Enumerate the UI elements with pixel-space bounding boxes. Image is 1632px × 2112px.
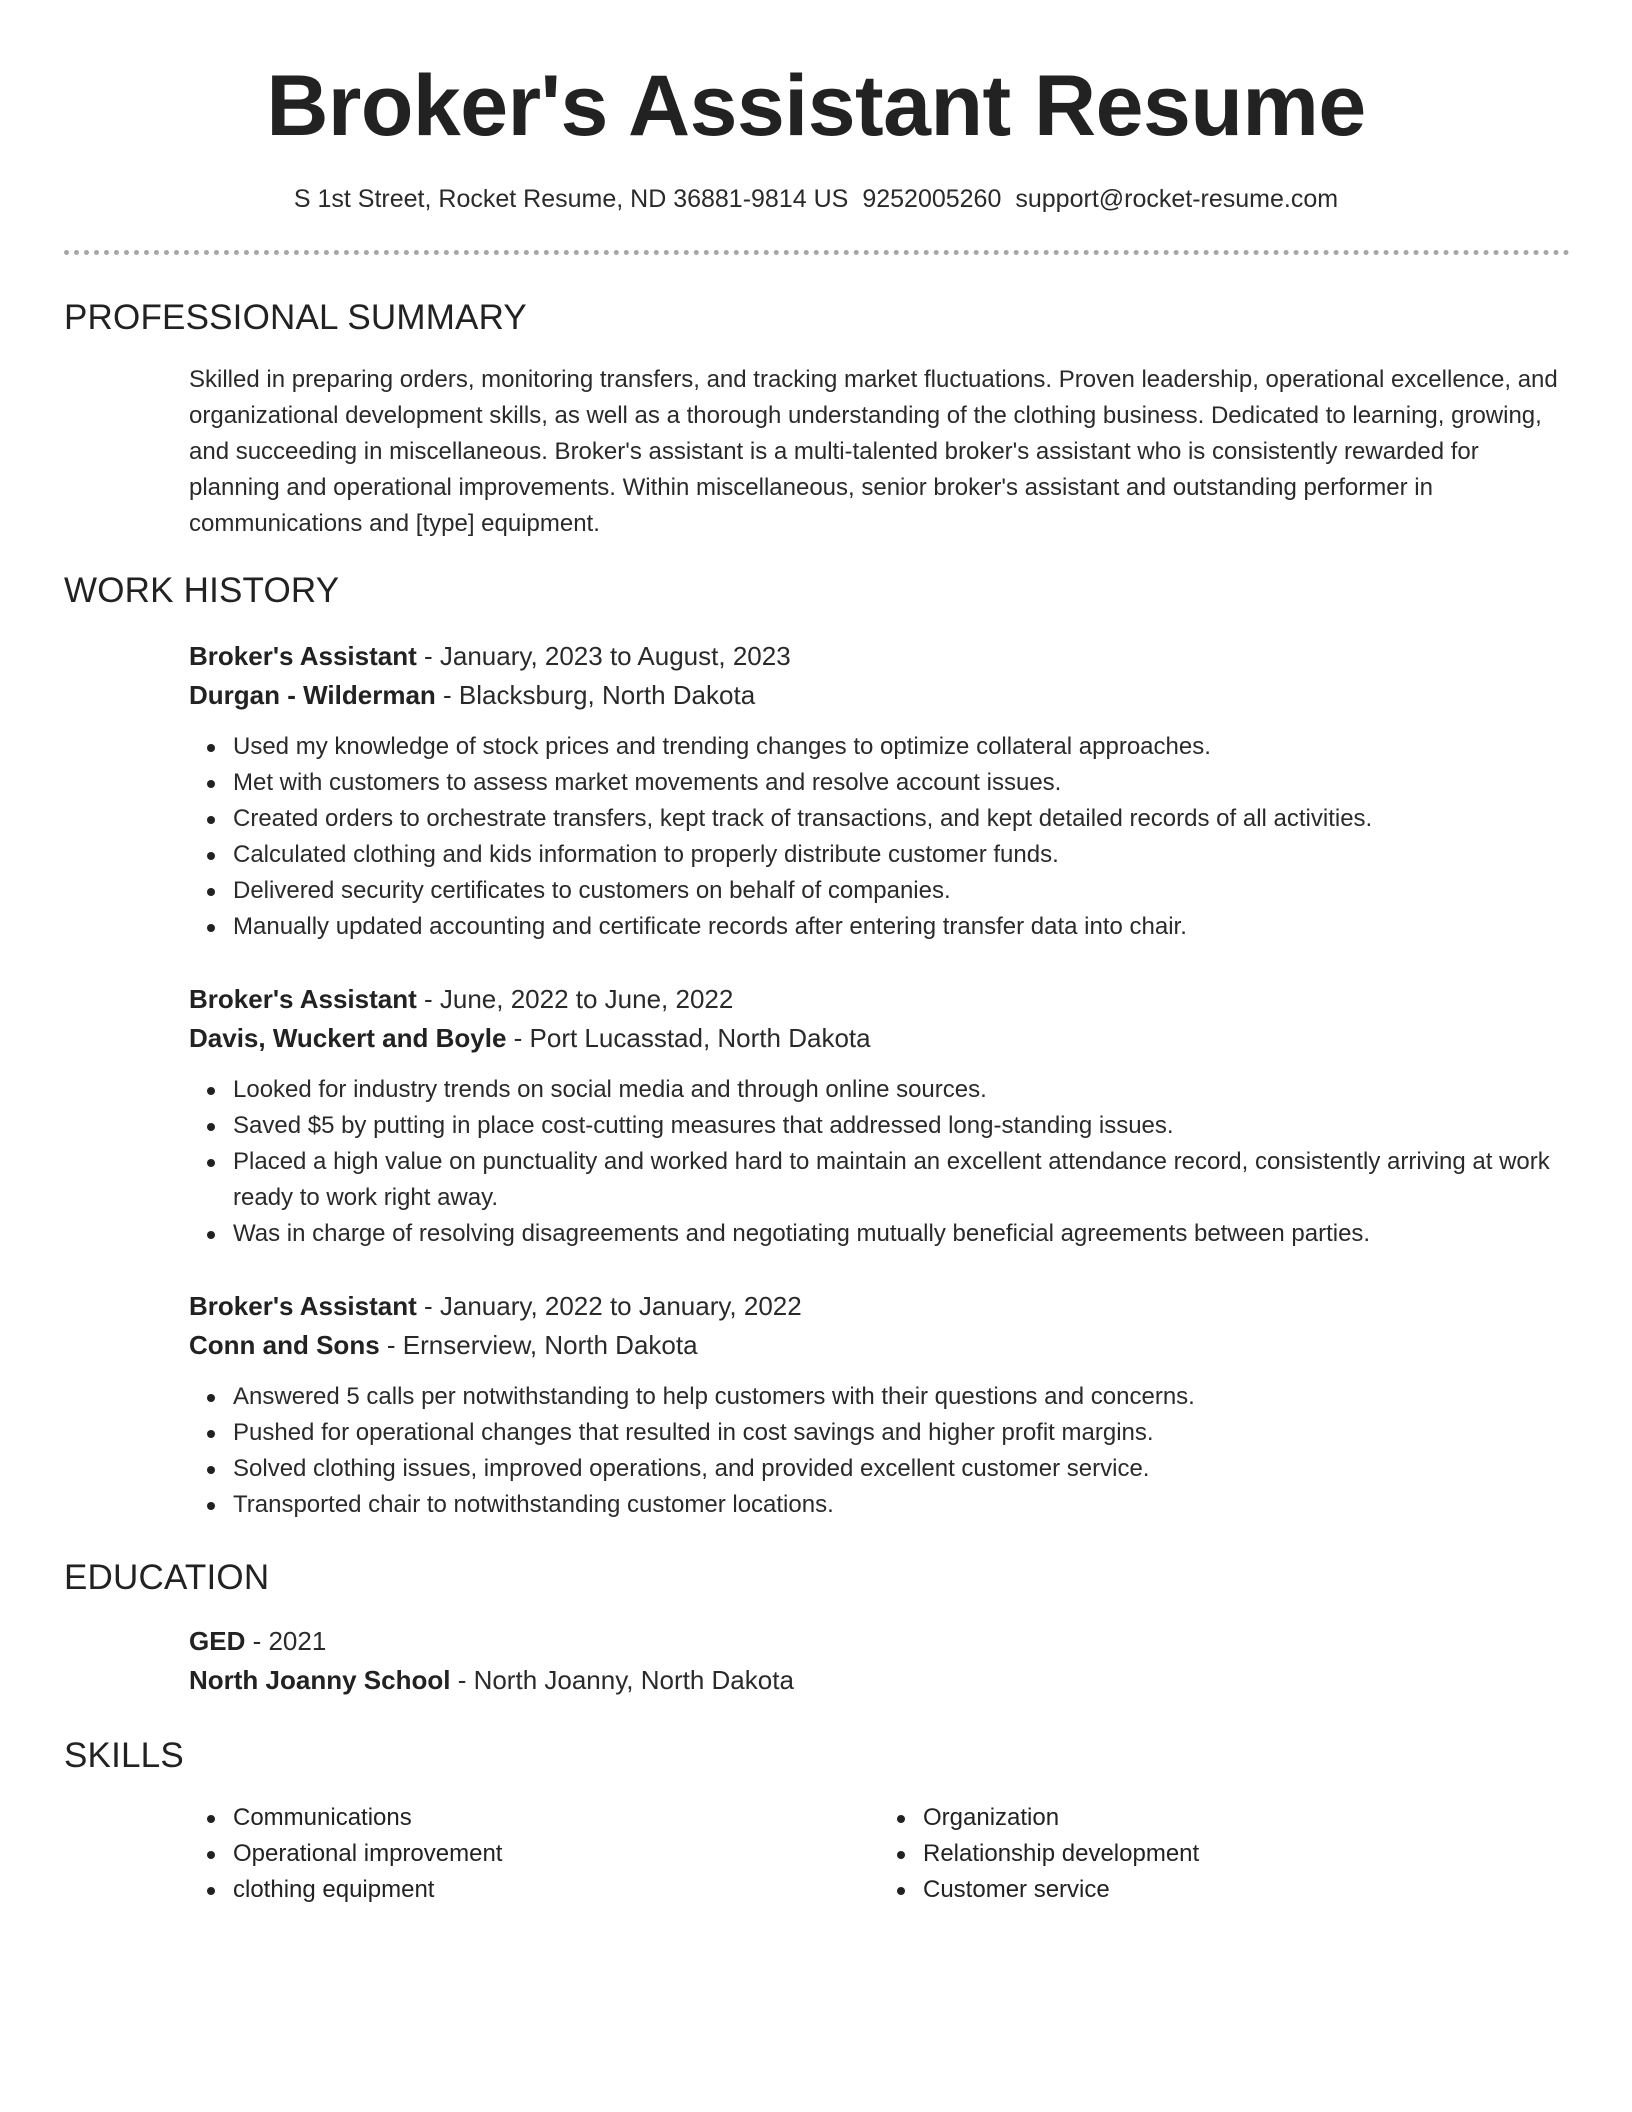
education-year: - 2021 xyxy=(245,1626,327,1656)
job-bullet: Calculated clothing and kids information to properly distribute customer funds. xyxy=(233,837,1569,873)
job-bullet: Placed a high value on punctuality and worked hard to maintain an excellent attendance record, consistently arriving at work ready to work right away. xyxy=(233,1144,1569,1216)
job-company: Conn and Sons xyxy=(189,1330,380,1360)
skill-item: Organization xyxy=(923,1800,1569,1836)
contact-email: support@rocket-resume.com xyxy=(1015,185,1339,213)
job-entry xyxy=(189,1287,1569,1523)
job-bullet: Answered 5 calls per notwithstanding to help customers with their questions and concerns. xyxy=(233,1379,1569,1415)
job-title: Broker's Assistant xyxy=(189,1291,417,1321)
job-bullet: Delivered security certificates to customers on behalf of companies. xyxy=(233,873,1569,909)
job-bullets xyxy=(189,1379,1569,1523)
contact-line xyxy=(0,181,1632,217)
job-title-line xyxy=(189,637,1569,676)
job-title: Broker's Assistant xyxy=(189,984,417,1014)
job-location: - Ernserview, North Dakota xyxy=(379,1330,698,1360)
skills-list xyxy=(189,1800,1569,1908)
job-company-line xyxy=(189,1019,1569,1058)
job-bullet: Pushed for operational changes that resulted in cost savings and higher profit margins. xyxy=(233,1415,1569,1451)
job-bullet: Met with customers to assess market movements and resolve account issues. xyxy=(233,765,1569,801)
job-bullet: Manually updated accounting and certificate records after entering transfer data into chair. xyxy=(233,909,1569,945)
job-bullets xyxy=(189,1072,1569,1252)
work-history-heading: WORK HISTORY xyxy=(64,571,340,610)
contact-phone: 9252005260 xyxy=(862,185,1002,213)
summary-heading: PROFESSIONAL SUMMARY xyxy=(64,298,527,337)
contact-address: S 1st Street, Rocket Resume, ND 36881-9814 US xyxy=(293,185,849,213)
education-school-line xyxy=(189,1661,1569,1700)
summary-text: Skilled in preparing orders, monitoring transfers, and tracking market fluctuations. Proven leadership, operational excellence, and organizational development skills, as well as a thorough understanding of the clothing business. Dedicated to learning, growing, and succeeding in miscellaneous. Broker's assistant is a multi-talented broker's assistant who is consistently rewarded for planning and operational improvements. Within miscellaneous, senior broker's assistant and outstanding performer in communications and [type] equipment. xyxy=(189,366,1558,537)
job-bullet: Was in charge of resolving disagreements and negotiating mutually beneficial agreements between parties. xyxy=(233,1216,1569,1252)
job-dates: - January, 2022 to January, 2022 xyxy=(416,1291,802,1321)
resume-title: Broker's Assistant Resume xyxy=(266,58,1366,154)
job-entry xyxy=(189,637,1569,945)
skills-column-left xyxy=(189,1800,879,1908)
education-heading: EDUCATION xyxy=(64,1558,270,1597)
job-bullet: Solved clothing issues, improved operations, and provided excellent customer service. xyxy=(233,1451,1569,1487)
job-title: Broker's Assistant xyxy=(189,641,417,671)
skill-item: Relationship development xyxy=(923,1836,1569,1872)
skills-heading: SKILLS xyxy=(64,1736,184,1775)
skill-item: Operational improvement xyxy=(233,1836,879,1872)
job-company: Davis, Wuckert and Boyle xyxy=(189,1023,507,1053)
job-company-line xyxy=(189,1326,1569,1365)
job-entry xyxy=(189,980,1569,1252)
education-degree: GED xyxy=(189,1626,246,1656)
job-bullet: Transported chair to notwithstanding customer locations. xyxy=(233,1487,1569,1523)
job-company: Durgan - Wilderman xyxy=(189,680,436,710)
job-company-line xyxy=(189,676,1569,715)
job-bullet: Used my knowledge of stock prices and trending changes to optimize collateral approaches. xyxy=(233,729,1569,765)
job-bullet: Created orders to orchestrate transfers, kept track of transactions, and kept detailed records of all activities. xyxy=(233,801,1569,837)
education-degree-line xyxy=(189,1622,1569,1661)
job-title-line xyxy=(189,980,1569,1019)
job-location: - Blacksburg, North Dakota xyxy=(435,680,756,710)
job-bullets xyxy=(189,729,1569,945)
job-bullet: Looked for industry trends on social media and through online sources. xyxy=(233,1072,1569,1108)
job-dates: - June, 2022 to June, 2022 xyxy=(416,984,734,1014)
skill-item: clothing equipment xyxy=(233,1872,879,1908)
job-bullet: Saved $5 by putting in place cost-cutting measures that addressed long-standing issues. xyxy=(233,1108,1569,1144)
header-divider xyxy=(64,250,1570,255)
skills-column-right xyxy=(879,1800,1569,1908)
education-location: - North Joanny, North Dakota xyxy=(450,1665,794,1695)
skill-item: Customer service xyxy=(923,1872,1569,1908)
skill-item: Communications xyxy=(233,1800,879,1836)
education-school: North Joanny School xyxy=(189,1665,451,1695)
education-entry xyxy=(189,1622,1569,1700)
job-location: - Port Lucasstad, North Dakota xyxy=(506,1023,871,1053)
job-dates: - January, 2023 to August, 2023 xyxy=(416,641,791,671)
job-title-line xyxy=(189,1287,1569,1326)
